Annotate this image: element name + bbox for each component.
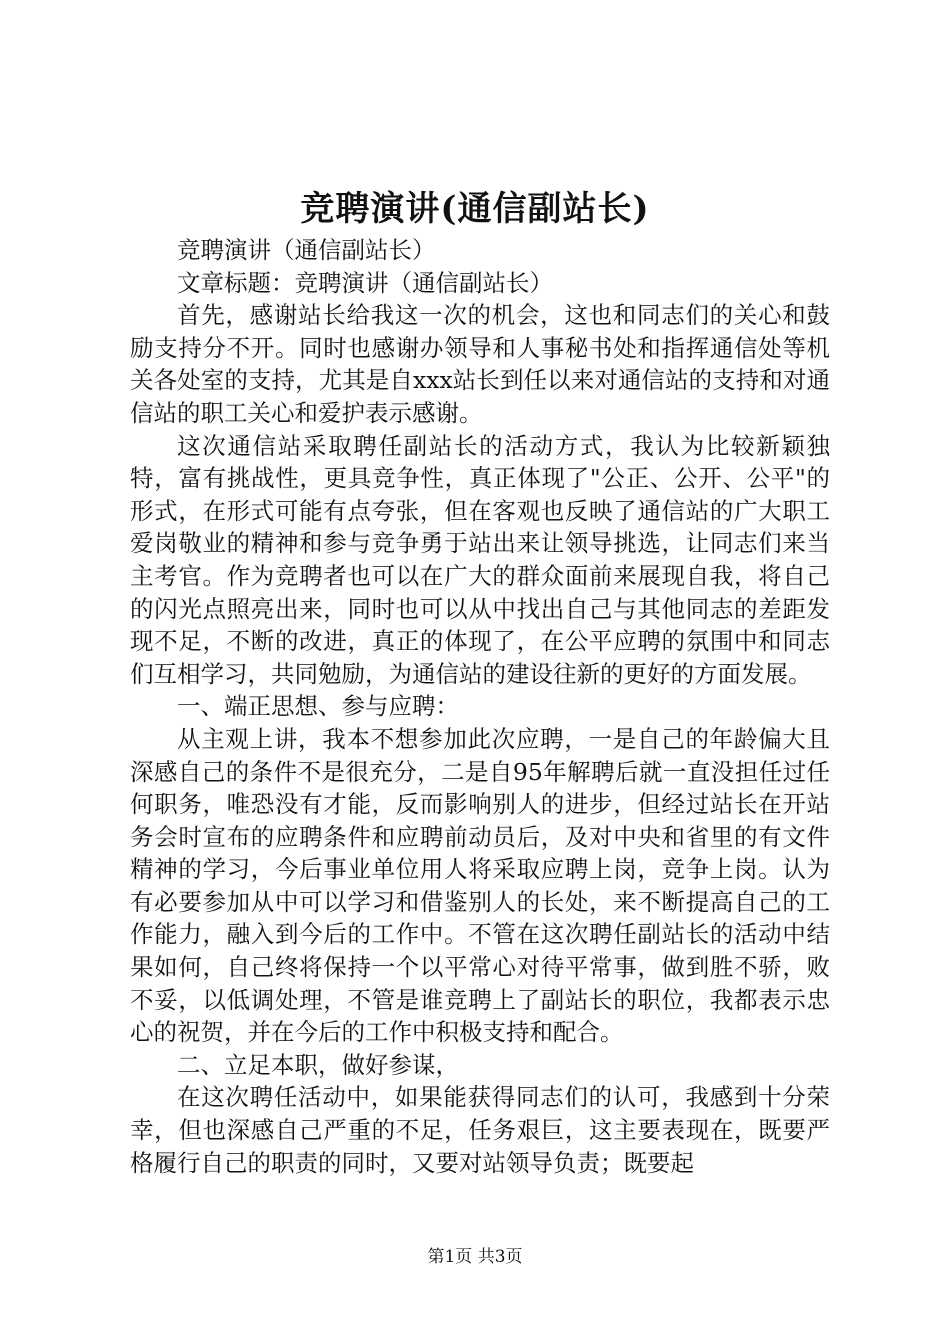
paragraph-attitude: 从主观上讲，我本不想参加此次应聘，一是自己的年龄偏大且深感自己的条件不是很充分，二是自95年解聘后就一直没担任过任何职务，唯恐没有才能，反而影响别人的进步，但经过站长在开站务会时宣布的应聘条件和应聘前动员后，及对中央和省里的有文件精神的学习，今后事业单位用人将采取应聘上岗，竞争上岗。认为有必要参加从中可以学习和借鉴别人的长处，来不断提高自己的工作能力，融入到今后的工作中。不管在这次聘任副站长的活动中结果如何，自己终将保持一个以平常心对待平常事，做到胜不骄，败不妥，以低调处理，不管是谁竞聘上了副站长的职位，我都表示忠心的祝贺，并在今后的工作中积极支持和配合。 <box>130 724 830 1047</box>
paragraph-duties: 在这次聘任活动中，如果能获得同志们的认可，我感到十分荣幸，但也深感自己严重的不足，任务艰巨，这主要表现在，既要严格履行自己的职责的同时，又要对站领导负责；既要起 <box>130 1083 830 1177</box>
document-body <box>130 234 830 1179</box>
paragraph-subtitle: 竞聘演讲（通信副站长） <box>177 236 436 264</box>
page-footer: 第1页 共3页 <box>427 1247 523 1267</box>
page-title: 竞聘演讲(通信副站长) <box>300 189 650 229</box>
paragraph-appointment-method: 这次通信站采取聘任副站长的活动方式，我认为比较新颖独特，富有挑战性，更具竞争性，真正体现了"公正、公开、公平"的形式，在形式可能有点夸张，但在客观也反映了通信站的广大职工爱岗敬业的精神和参与竞争勇于站出来让领导挑选，让同志们来当主考官。作为竞聘者也可以在广大的群众面前来展现自我，将自己的闪光点照亮出来，同时也可以从中找出自己与其他同志的差距发现不足，不断的改进，真正的体现了，在公平应聘的氛围中和同志们互相学习，共同勉励，为通信站的建设往新的更好的方面发展。 <box>130 431 830 688</box>
paragraph-article-title: 文章标题：竞聘演讲（通信副站长） <box>177 268 553 297</box>
section-heading-1: 一、端正思想、参与应聘： <box>177 692 459 721</box>
section-heading-2: 二、立足本职，做好参谋， <box>177 1050 459 1079</box>
paragraph-thanks: 首先，感谢站长给我这一次的机会，这也和同志们的关心和鼓励支持分不开。同时也感谢办领导和人事秘书处和指挥通信处等机关各处室的支持，尤其是自xxx站长到任以来对通信站的支持和对通信站的职工关心和爱护表示感谢。 <box>130 301 830 427</box>
